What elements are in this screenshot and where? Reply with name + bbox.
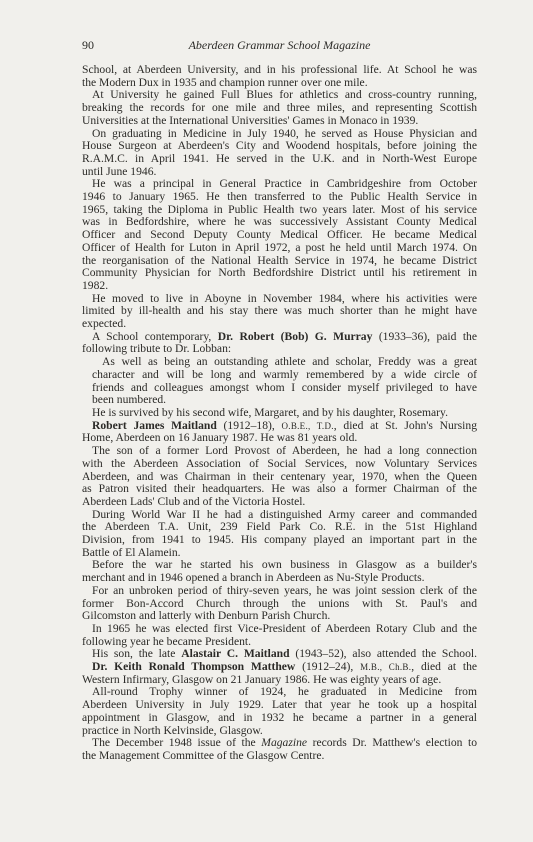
person-name: Dr. Keith Ronald Thompson Matthew bbox=[92, 660, 296, 674]
quote-line: friends and colleagues amongst whom I consider myself privileged to have bbox=[92, 380, 477, 394]
text-line: Aberdeen Lads' Club and of the Victoria Hostel. bbox=[82, 494, 306, 508]
text-line: R.A.M.C. in April 1941. He served in the U.K. and in North-West Europe bbox=[82, 151, 477, 165]
honours: M.B., Ch.B. bbox=[360, 662, 412, 673]
text-line: Aberdeen University in July 1929. Later that year he took up a hospital bbox=[82, 698, 477, 712]
text-line: All-round Trophy winner of 1924, he graduated in Medicine from bbox=[92, 685, 477, 699]
text-line: the reorganisation of the National Health Service in 1974, he became District bbox=[82, 253, 477, 267]
text-line: School, at Aberdeen University, and in his professional life. At School he was bbox=[82, 63, 477, 76]
text-line: following tribute to Dr. Lobban: bbox=[82, 342, 232, 356]
text-line: following year he became President. bbox=[82, 634, 252, 648]
page-number: 90 bbox=[82, 38, 94, 52]
page-header bbox=[82, 38, 477, 54]
text-line: merchant and in 1946 opened a branch in Aberdeen as Nu-Style Products. bbox=[82, 571, 425, 585]
text-line: Western Infirmary, Glasgow on 21 January 1986. He was eighty years of age. bbox=[82, 672, 442, 686]
text-line: He moved to live in Aboyne in November 1984, where his activities were bbox=[92, 291, 477, 305]
person-name: Dr. Robert (Bob) G. Murray bbox=[217, 329, 373, 343]
text-line: During World War II he had a distinguished Army career and commanded bbox=[92, 507, 477, 521]
text-line: Officer and Second Deputy County Medical Officer. He became Medical bbox=[82, 228, 477, 242]
text-run: (1933–36), paid the bbox=[372, 329, 477, 343]
honours: O.B.E., T.D. bbox=[281, 420, 334, 431]
text-line: with the Aberdeen Association of Social Services, now Voluntary Services bbox=[82, 456, 477, 470]
text-line: Universities at the International Universities' Games in Monaco in 1939. bbox=[82, 113, 419, 127]
text-run: , died at the bbox=[411, 660, 478, 674]
text-line: Officer of Health for Luton in April 1972, a post he held until March 1974. On bbox=[82, 240, 477, 254]
text-line: House Surgeon at Aberdeen's City and Woodend hospitals, before joining the bbox=[82, 139, 477, 153]
text-line: the Management Committee of the Glasgow Centre. bbox=[82, 748, 325, 762]
obituary-heading-line bbox=[82, 661, 477, 674]
text-line: Aberdeen, and was Chairman in their centenary year, 1970, when the Queen bbox=[82, 469, 477, 483]
text-line: Division, from 1941 to 1945. His company played an important part in the bbox=[82, 533, 477, 547]
text-run: (1943–52), also attended the School. bbox=[289, 647, 478, 661]
text-line: expected. bbox=[82, 317, 127, 331]
text-line: Gilcomston and latterly with Denburn Parish Church. bbox=[82, 609, 331, 623]
text-run: His son, the late bbox=[92, 647, 182, 661]
quote-line: character and will be long and warmly remembered by a wide circle of bbox=[92, 367, 477, 381]
person-name: Robert James Maitland bbox=[92, 418, 217, 432]
text-run: records Dr. Matthew's election to bbox=[307, 736, 477, 750]
quote-line: been numbered. bbox=[92, 393, 167, 407]
text-line: 1982. bbox=[82, 278, 109, 292]
text-run: The December 1948 issue of the bbox=[92, 736, 262, 750]
text-line: At University he gained Full Blues for athletics and cross-country running, bbox=[92, 88, 477, 102]
text-line: practice in North Kelvinside, Glasgow. bbox=[82, 723, 263, 737]
text-run: , died at St. John's Nursing bbox=[333, 418, 477, 432]
text-line: On graduating in Medicine in July 1940, he served as House Physician and bbox=[92, 126, 477, 140]
text-line: limited by ill-health and his stay there was much shorter than he might have bbox=[82, 304, 477, 318]
text-line: appointment in Glasgow, and in 1932 he became a partner in a general bbox=[82, 710, 477, 724]
text-line: the Aberdeen T.A. Unit, 239 Field Park Co. R.E. in the 51st Highland bbox=[82, 520, 477, 534]
text-line: For an unbroken period of thiry-seven years, he was joint session clerk of the bbox=[92, 583, 477, 597]
text-line: former Bon-Accord Church through the unions with St. Paul's and bbox=[82, 596, 477, 610]
person-name: Alastair C. Maitland bbox=[181, 647, 290, 661]
text-line: Community Physician for North Bedfordshire District until his retirement in bbox=[82, 266, 477, 280]
text-line: until June 1946. bbox=[82, 164, 157, 178]
text-line: The son of a former Lord Provost of Aberdeen, he had a long connection bbox=[92, 444, 477, 458]
article-body bbox=[82, 64, 477, 763]
text-run: (1912–18), bbox=[216, 418, 282, 432]
text-line: Before the war he started his own business in Glasgow as a builder's bbox=[92, 558, 477, 572]
text-line: 1965, taking the Diploma in Public Health two years later. Most of his service bbox=[82, 202, 477, 216]
quote-line: As well as being an outstanding athlete and scholar, Freddy was a great bbox=[102, 355, 477, 369]
text-line: Home, Aberdeen on 16 January 1987. He was 81 years old. bbox=[82, 431, 358, 445]
text-line: the Modern Dux in 1935 and champion runner over one mile. bbox=[82, 75, 368, 89]
text-run: (1912–24), bbox=[295, 660, 361, 674]
text-line: was in Bedfordshire, where he was successively Assistant County Medical bbox=[82, 215, 477, 229]
text-line: He is survived by his second wife, Margaret, and by his daughter, Rosemary. bbox=[92, 405, 448, 419]
text-line: 1946 to January 1965. He then transferred to the Public Health Service in bbox=[82, 190, 477, 204]
text-line: as Patron visited their headquarters. He was also a former Chairman of the bbox=[82, 482, 477, 496]
text-line: He was a principal in General Practice in Cambridgeshire from October bbox=[92, 177, 477, 191]
text-line: Battle of El Alamein. bbox=[82, 545, 181, 559]
text-line: In 1965 he was elected first Vice-President of Aberdeen Rotary Club and the bbox=[92, 621, 477, 635]
text-run: A School contemporary, bbox=[92, 329, 218, 343]
running-title: Aberdeen Grammar School Magazine bbox=[188, 38, 371, 52]
text-line: breaking the records for one mile and three miles, and representing Scottish bbox=[82, 101, 477, 115]
publication-title: Magazine bbox=[261, 736, 308, 750]
